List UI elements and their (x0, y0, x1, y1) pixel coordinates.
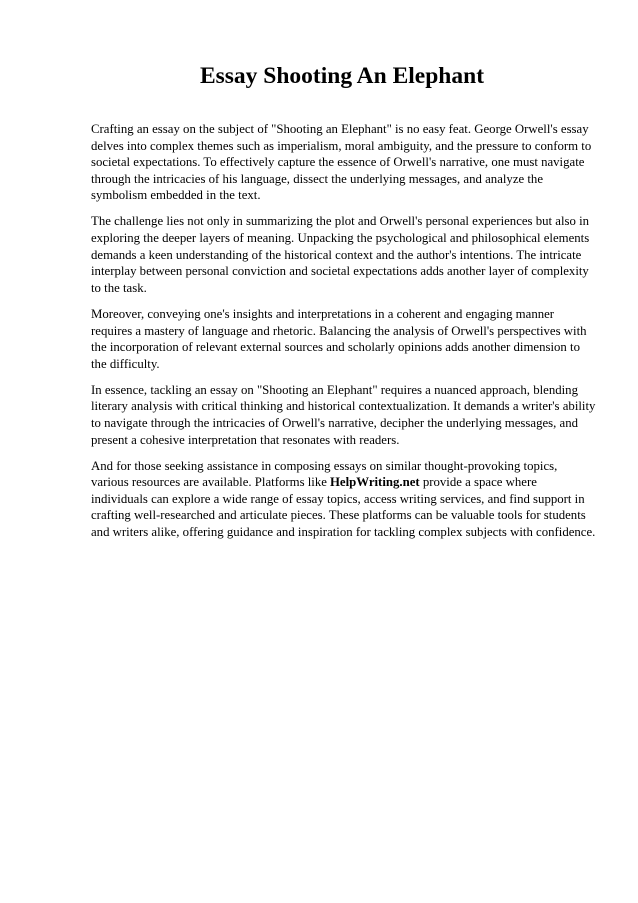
essay-body (91, 121, 596, 550)
paragraph-5-lead: And for those seeking assistance in composing essays on similar thought-provoking topics, various resources are available. Platforms like (91, 458, 558, 490)
paragraph-1: Crafting an essay on the subject of "Shooting an Elephant" is no easy feat. George Orwell's essay delves into complex themes such as imperialism, moral ambiguity, and the pressure to conform to societal expectations. To effectively capture the essence of Orwell's narrative, one must navigate through the intricacies of his language, dissect the underlying messages, and analyze the symbolism embedded in the text. (91, 122, 592, 203)
page-title: Essay Shooting An Elephant (199, 63, 485, 89)
paragraph-4: In essence, tackling an essay on "Shooting an Elephant" requires a nuanced approach, blending literary analysis with critical thinking and historical contextualization. It demands a writer's ability to navigate through the intricacies of Orwell's narrative, decipher the underlying messages, and present a cohesive interpretation that resonates with readers. (91, 382, 596, 447)
paragraph-5 (91, 458, 596, 541)
paragraph-2: The challenge lies not only in summarizing the plot and Orwell's personal experiences but also in exploring the deeper layers of meaning. Unpacking the psychological and philosophical elements demands a keen understanding of the historical context and the author's intentions. The intricate interplay between personal conviction and societal expectations adds another layer of complexity to the task. (91, 214, 590, 295)
helpwriting-link[interactable]: HelpWriting.net (329, 475, 420, 490)
paragraph-3: Moreover, conveying one's insights and interpretations in a coherent and engaging manner requires a mastery of language and rhetoric. Balancing the analysis of Orwell's perspectives with the incorporation of relevant external sources and scholarly opinions adds another dimension to the difficulty. (91, 306, 587, 371)
paragraph-5-tail: provide a space where individuals can explore a wide range of essay topics, access writing services, and find support in crafting well-researched and articulate pieces. These platforms can be valuable tools for students and writers alike, offering guidance and inspiration for tackling complex subjects with confidence. (91, 475, 596, 540)
